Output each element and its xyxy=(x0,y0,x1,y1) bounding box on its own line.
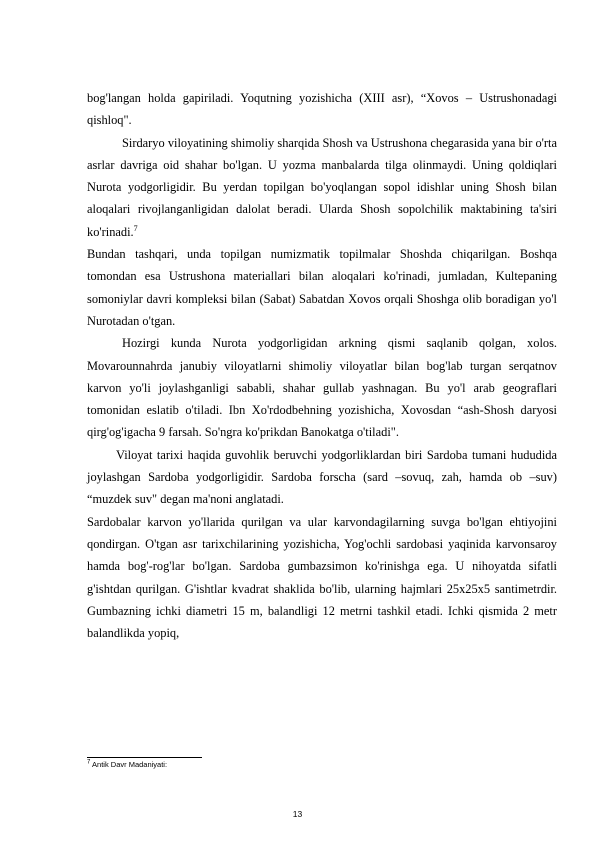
paragraph-4: Hozirgi kunda Nurota yodgorligidan arkning qismi saqlanib qolgan, xolos. Movarounnahrda janubiy viloyatlarni shimoliy viloyatlar bilan bog'lab turgan serqatnov karvon yo'li joylashganligi sababli, shahar gullab yashnagan. Bu yo'l arab geograflari tomonidan eslatib o'tiladi. Ibn Xo'rdodbehning yozishicha, Xovosdan “ash-Shosh daryosi qirg'og'igacha 9 farsah. So'ngra ko'prikdan Banokatga o'tiladi". xyxy=(87,336,557,440)
footnote xyxy=(87,760,167,769)
paragraph-2-text: Sirdaryo viloyatining shimoliy sharqida Shosh va Ustrushona chegarasida yana bir o'rta asrlar davriga oid shahar bo'lgan. U yozma manbalarda tilga olinmaydi. Uning qoldiqlari Nurota yodgorligidir. Bu yerdan topilgan bo'yoqlangan sopol idishlar uning Shosh bilan aloqalari rivojlanganligidan dalolat beradi. Ularda Shosh sopolchilik maktabining ta'siri ko'rinadi. xyxy=(87,135,557,239)
footnote-marker: 7 xyxy=(87,759,91,766)
paragraph-6: Sardobalar karvon yo'llarida qurilgan va ular karvondagilarning suvga bo'lgan ehtiyojini qondirgan. O'tgan asr tarixchilarining yozishicha, Yog'ochli sardobasi yaqinida karvonsaroy hamda bog'-rog'lar bo'lgan. Sardoba gumbazsimon ko'rinishga ega. U nihoyatda sifatli g'ishtdan qurilgan. G'ishtlar kvadrat shaklida bo'lib, ularning hajmlari 25x25x5 santimetrdir. Gumbazning ichki diametri 15 m, balandligi 12 metrni tashkil etadi. Ichki qismida 2 metr balandlikda yopiq, xyxy=(87,514,557,641)
footnote-reference[interactable]: 7 xyxy=(133,223,138,233)
page-number: 13 xyxy=(292,809,303,819)
paragraph-3: Bundan tashqari, unda topilgan numizmatik topilmalar Shoshda chiqarilgan. Boshqa tomondan esa Ustrushona materiallari bilan aloqalari ko'rinadi, jumladan, Kultepaning somoniylar davri kompleksi bilan (Sabat) Sabatdan Xovos orqali Shoshga olib boradigan yo'l Nurotadan o'tgan. xyxy=(87,247,557,328)
paragraph-1: bog'langan holda gapiriladi. Yoqutning yozishicha (XIII asr), “Xovos – Ustrushonadagi qishloq". xyxy=(87,91,557,128)
body-text xyxy=(87,87,557,644)
footnote-text: Antik Davr Madaniyati: xyxy=(92,760,168,769)
footnote-separator xyxy=(87,757,202,758)
paragraph-2 xyxy=(87,132,557,243)
paragraph-5: Viloyat tarixi haqida guvohlik beruvchi yodgorliklardan biri Sardoba tumani hududida joylashgan Sardoba yodgorligidir. Sardoba forscha (sard –sovuq, zah, hamda ob –suv) “muzdek suv" degan ma'noni anglatadi. xyxy=(87,447,557,507)
